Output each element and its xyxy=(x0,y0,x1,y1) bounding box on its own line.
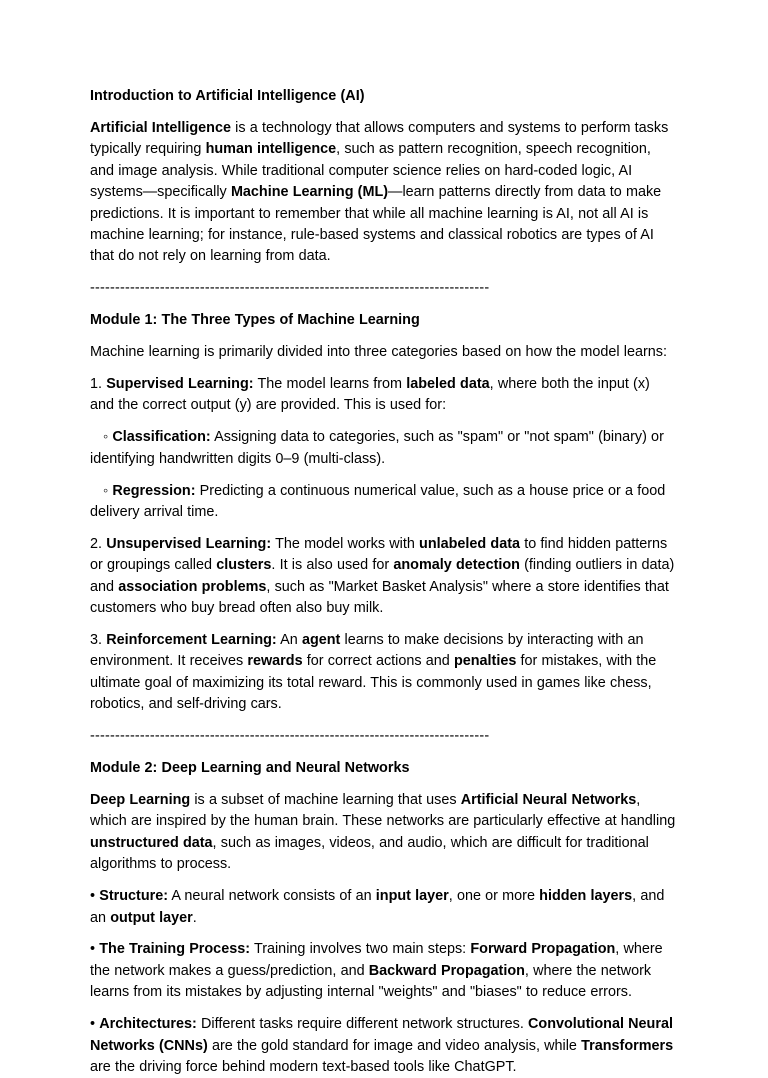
paragraph: 2. Unsupervised Learning: The model works with unlabeled data to find hidden patterns or groupings called clusters. It is also used for anomaly detection (finding outliers in data) and association problems, such as "Market Basket Analysis" where a store identifies that customers who buy bread often also buy milk. xyxy=(90,535,675,617)
paragraph: Machine learning is primarily divided into three categories based on how the model learns: xyxy=(90,344,667,361)
paragraph: Deep Learning is a subset of machine learning that uses Artificial Neural Networks, which are inspired by the human brain. These networks are particularly effective at handling unstructured data, such as images, videos, and audio, which are difficult for traditional algorithms to process. xyxy=(90,791,676,873)
document-body xyxy=(90,86,678,1078)
paragraph: • Architectures: Different tasks require different network structures. Convolutional Neural Networks (CNNs) are the gold standard for image and video analysis, while Transformers are the driving force behind modern text-based tools like ChatGPT. xyxy=(90,1016,674,1075)
paragraph: 1. Supervised Learning: The model learns from labeled data, where both the input (x) and the correct output (y) are provided. This is used for: xyxy=(90,375,650,414)
paragraph: • Structure: A neural network consists of an input layer, one or more hidden layers, and an output layer. xyxy=(90,888,665,926)
section-heading: Module 2: Deep Learning and Neural Networks xyxy=(90,760,410,777)
paragraph: 3. Reinforcement Learning: An agent learns to make decisions by interacting with an environment. It receives rewards for correct actions and penalties for mistakes, with the ultimate goal of maximizing its total reward. This is commonly used in games like chess, robotics, and self-driving cars. xyxy=(90,632,657,713)
section-heading: Introduction to Artificial Intelligence (AI) xyxy=(90,88,365,104)
divider-line: -------------------------------------------------------------------------------- xyxy=(90,280,490,297)
paragraph: • The Training Process: Training involves two main steps: Forward Propagation, where the network makes a guess/prediction, and Backward Propagation, where the network learns from its mistakes by adjusting internal "weights" and "biases" to reduce errors. xyxy=(90,941,663,1001)
paragraph: ◦ Classification: Assigning data to categories, such as "spam" or "not spam" (binary) or identifying handwritten digits 0–9 (multi-class). xyxy=(90,429,664,467)
paragraph: ◦ Regression: Predicting a continuous numerical value, such as a house price or a food delivery arrival time. xyxy=(90,482,666,520)
divider-line: -------------------------------------------------------------------------------- xyxy=(90,728,490,745)
section-heading: Module 1: The Three Types of Machine Learning xyxy=(90,312,420,329)
paragraph: Artificial Intelligence is a technology that allows computers and systems to perform tasks typically requiring human intelligence, such as pattern recognition, speech recognition, and image analysis. While traditional computer science relies on hard-coded logic, AI systems—specifically Machine Learning (ML)—learn patterns directly from data to make predictions. It is important to remember that while all machine learning is AI, not all AI is machine learning; for instance, rule-based systems and classical robotics are types of AI that do not rely on learning from data. xyxy=(90,119,669,265)
